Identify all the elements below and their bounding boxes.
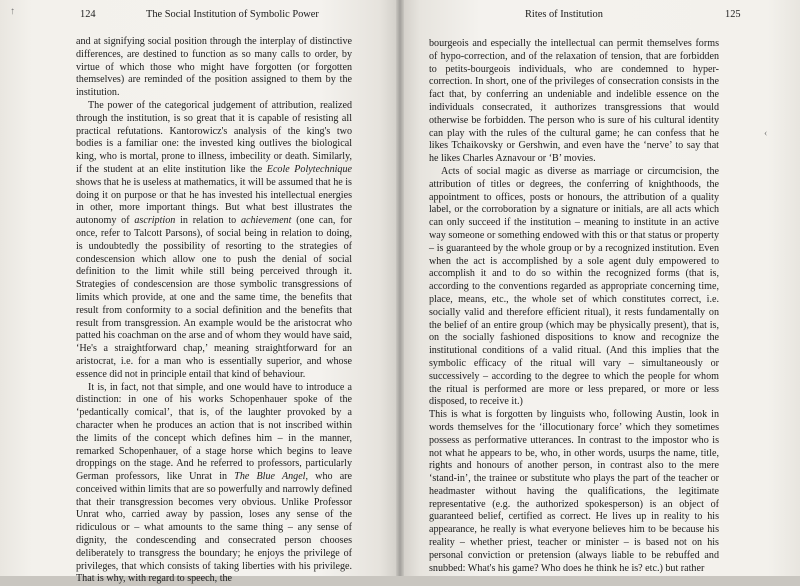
text-run: , who are conceived within limits that are so powerfully and narrowly defined that their transgression becomes very obvious. Unlike Professor Unrat who, carried away by passion, loses any sense of the ridiculous or – what amounts to the same thing – any sense of dignity, the condescending and consecrated person chooses deliberately to transgress the boundary; he enjoys the privilege of privileges, that which consists of taking liberties with his privilege. That is why, with regard to speech, the: [76, 471, 353, 585]
paragraph: [429, 409, 719, 575]
text-run: in relation to: [175, 215, 241, 227]
margin-mark-right: ‹: [764, 128, 768, 139]
text-run: and at signifying social position through the interplay of distinctive differences, are destined to function as so many calls to order, by virtue of which those who might have forgotten (or forgotten themselves) are reminded of the position assigned to them by the institution.: [76, 36, 352, 99]
text-run: bourgeois and especially the intellectual can permit themselves forms of hypo-correction, and of the relaxation of tension, that are forbidden to petits-bourgeois individuals, who are condemned to hyper-correction. In short, one of the privileges of consecration consists in the fact that, by conferring an undeniable and indelible essence on the individuals consecrated, it authorizes transgressions that would otherwise be forbidden. The person who is sure of his cultural identity can play with the rules of the cultural game; he can confess that he likes Tchaikovsky or Gershwin, and even have the ‘nerve’ to say that he likes Charles Aznavour or ‘B’ movies.: [429, 38, 719, 165]
text-run: shows that he is useless at mathematics, it will be assumed that he is doing it on purpose or that he has invested his intellectual energies in other, more important things. But what best illustrates the autonomy of: [76, 176, 352, 227]
left-page: [0, 0, 400, 585]
paragraph: [76, 36, 352, 100]
right-body-text: [429, 38, 719, 575]
margin-mark-left: ↑: [10, 6, 15, 17]
paragraph: [76, 100, 352, 382]
text-run: (one can, for once, refer to Talcott Parsons), of social being in relation to doing, is undoubtedly the possibility of resorting to the strategies of condescension which allow one to push the denial of social definition to the limit while still being perceived through it. Strategies of condescension are those symbolic transgressions of limits which provide, at one and the same time, the benefits that result from conformity to a social definition and the benefits that result from transgression. An example would be the aristocrat who patted his coachman on the arse and of whom they would have said, ‘He's a straightforward chap,’ meaning straightforward for an aristocrat, i.e. for a man who is essentially superior, and whose essence did not in principle entail that kind of behaviour.: [76, 215, 353, 380]
right-running-head: Rites of Institution: [525, 9, 603, 20]
italic-run: Ecole Polytechnique: [266, 163, 352, 175]
left-body-text: [76, 36, 352, 586]
text-run: Acts of social magic as diverse as marriage or circumcision, the attribution of titles or degrees, the conferring of knighthoods, the appointment to offices, posts or honours, the attribution of a quality label, or the corroboration by a signature or initials, are all acts which can only succeed if the institution – meaning to institute in an active way someone or something endowed with this or that status or property – is guaranteed by the whole group or by a recognized institution. Even when the act is accomplished by a sole agent duly empowered to accomplish it and to do so within the recognized forms (that is, according to the conventions regarded as appropriate concerning time, place, means, etc., the whole set of which constitutes correct, i.e. socially valid and therefore efficient ritual), it rests fundamentally on the belief of an entire group (which may be physically present), that is, on the socially fashioned dispositions to know and recognize the institutional conditions of a valid ritual. (And this implies that the symbolic efficacy of the ritual will vary – simultaneously or successively – according to the degree to which the people for whom the ritual is performed are more or less prepared, or more or less disposed, to receive it.): [429, 165, 719, 408]
left-page-number: 124: [80, 9, 96, 20]
right-page-number: 125: [725, 9, 741, 20]
italic-run: achievement: [240, 215, 292, 227]
italic-run: The Blue Angel: [234, 471, 306, 483]
paragraph: [429, 38, 719, 166]
left-running-head: The Social Institution of Symbolic Power: [146, 9, 319, 20]
right-page: [400, 0, 800, 576]
italic-run: ascription: [134, 215, 176, 227]
text-run: The power of the categorical judgement of attribution, realized through the institution, is so great that it is capable of resisting all practical refutations. Kantorowicz's analysis of the king's two bodies is a familiar one: the invested king outlives the biological king, who is mortal, prone to illness, imbecility or death. Similarly, if the student at an elite institution like the: [76, 99, 352, 175]
book-gutter: [396, 0, 404, 576]
paragraph: [76, 382, 352, 586]
paragraph: [429, 166, 719, 409]
text-run: It is, in fact, not that simple, and one would have to introduce a distinction: in one of his works Schopenhauer spoke of the ‘pedantically comical’, that is, of the laughter provoked by a character when he produces an action that is not inscribed within the limits of the concept which defines him – in the manner, remarked Schopenhauer, of a stage horse which begins to leave droppings on the stage. And he referred to professors, particularly German professors, like Unrat in: [76, 381, 352, 483]
text-run: This is what is forgotten by linguists who, following Austin, look in words themselves for the ‘illocutionary force’ which they sometimes possess as performative utterances. In contrast to the impostor who is not what he appears to be, who, in other words, usurps the name, title, rights and honours of another person, in contrast also to the mere ‘stand-in’, the trainee or substitute who plays the part of the teacher or headmaster without having the qualifications, the legitimate representative (e.g. the authorized spokesperson) is an object of guaranteed belief, certified as correct. He lives up in reality to his appearance, he really is what everyone believes him to be because his reality – whether priest, teacher or minister – is based not on his personal conviction or pretension (always liable to be rebuffed and snubbed: What's his game? Who does he think he is? etc.) but rather: [429, 409, 719, 574]
